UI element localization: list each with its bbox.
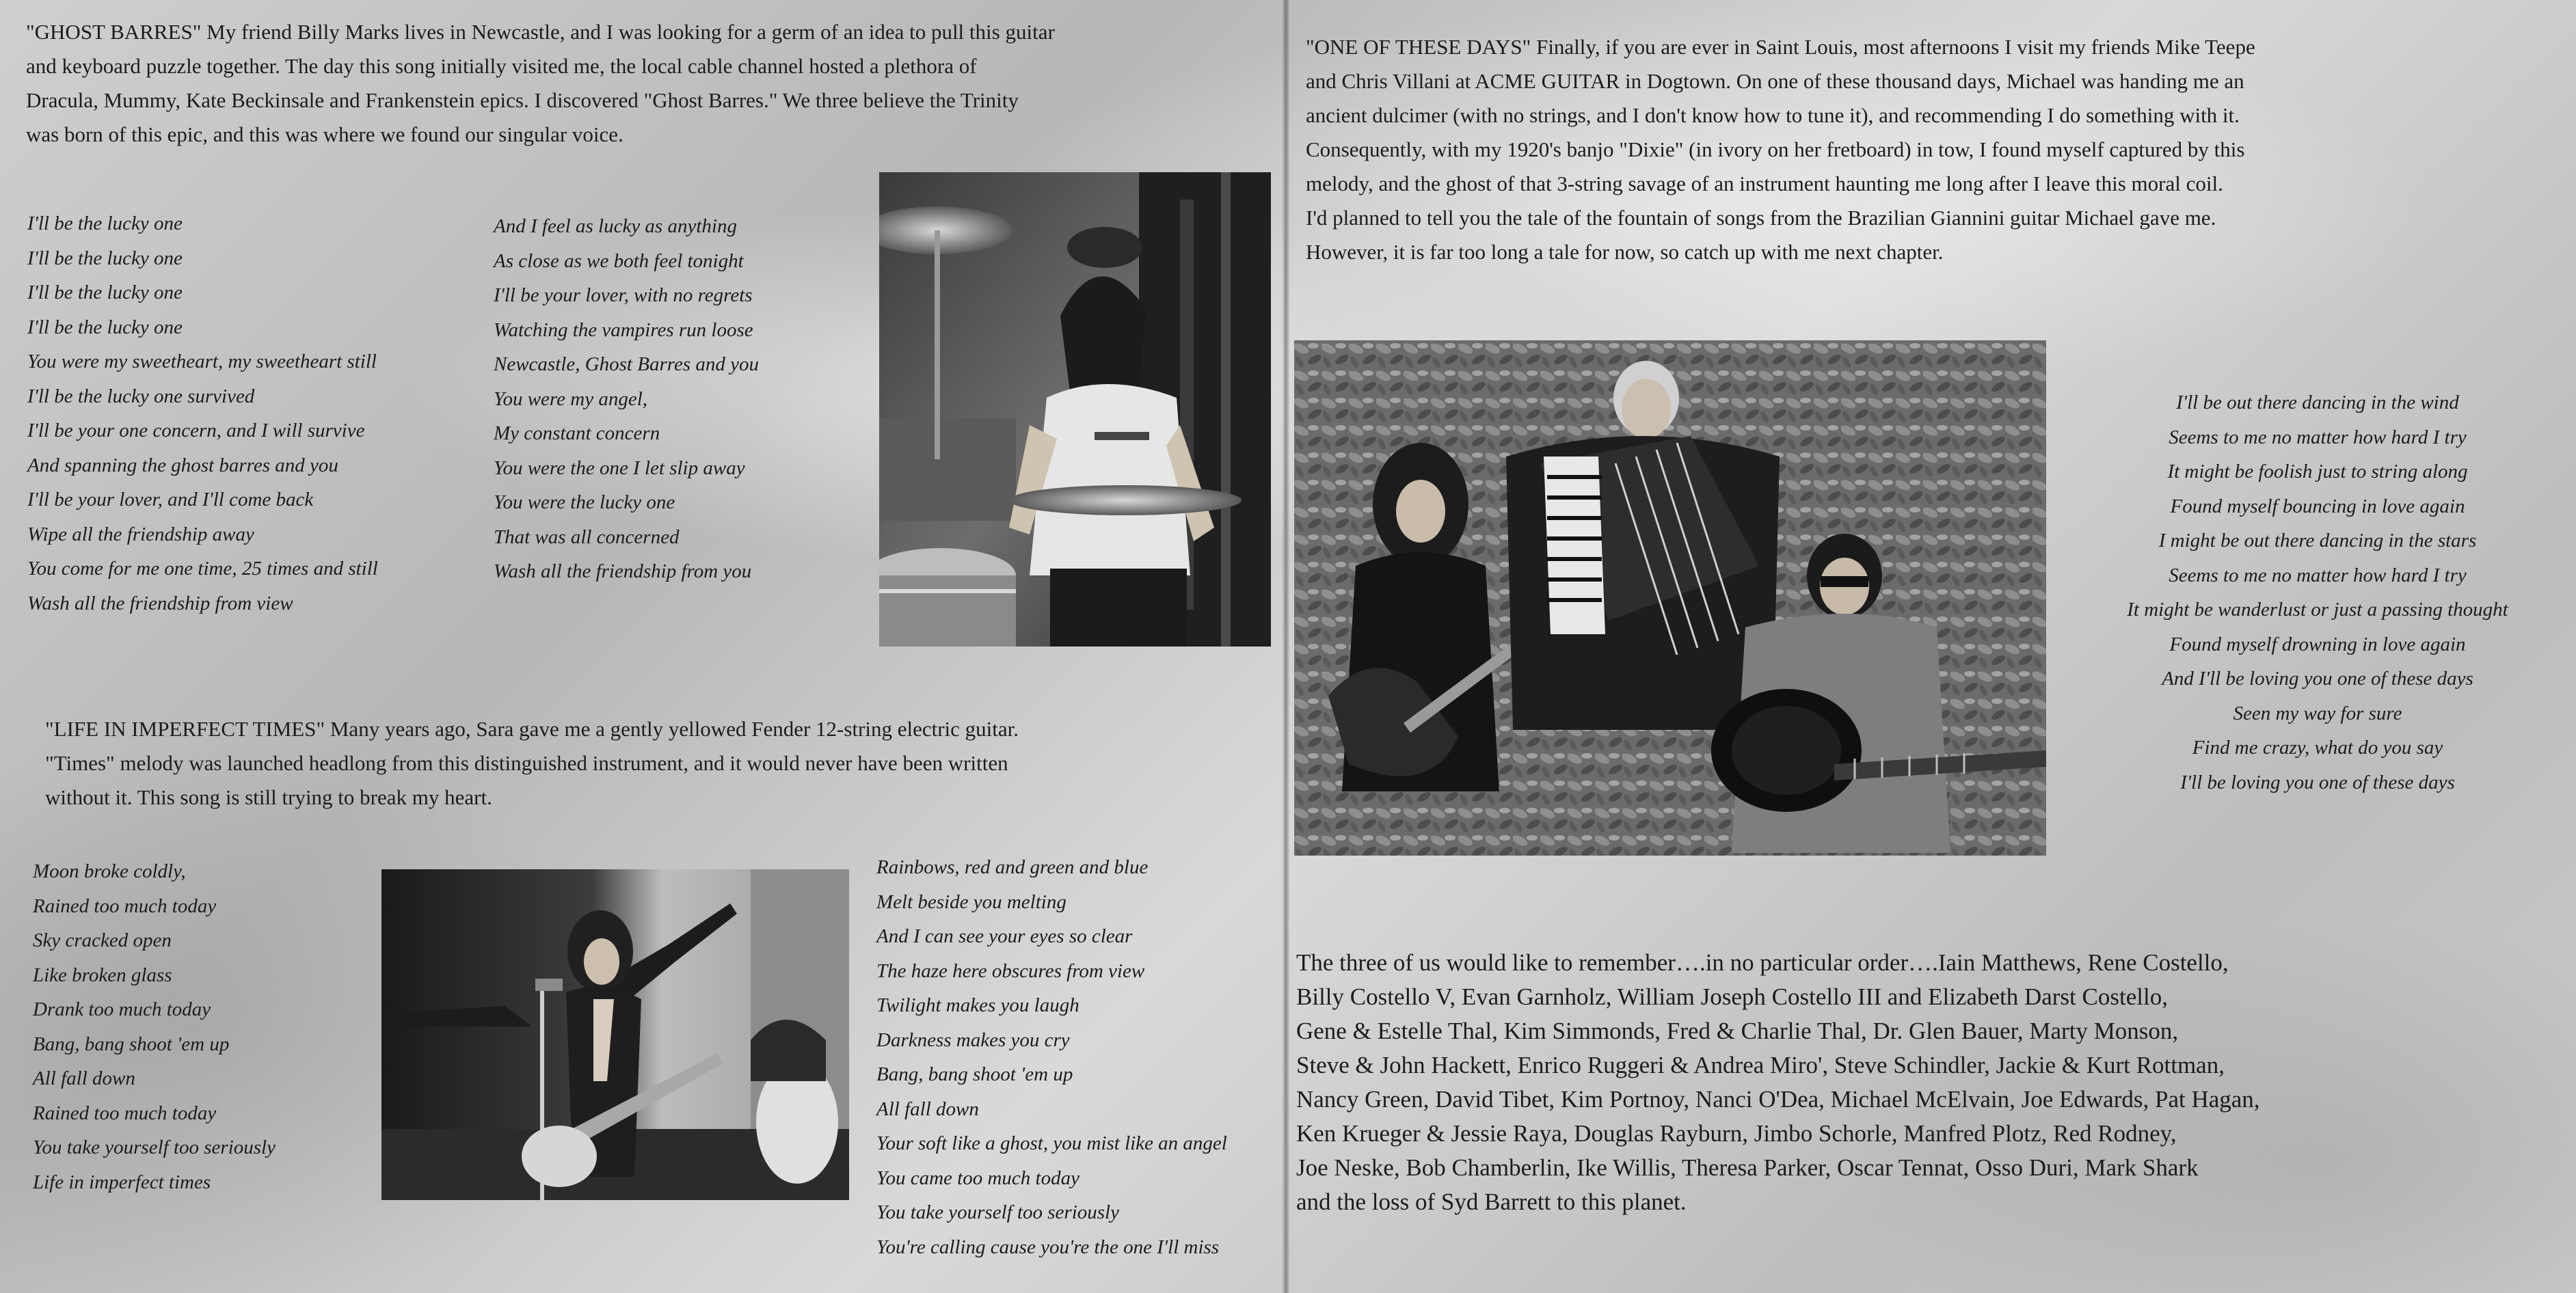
- lyric-line: You take yourself too seriously: [876, 1201, 1119, 1223]
- lyric-line: Darkness makes you cry: [876, 1029, 1070, 1051]
- paragraph-line: I'd planned to tell you the tale of the fountain of songs from the Brazilian Giannini guitar Michael gave me.: [1306, 206, 2216, 230]
- imperfect-times-lyrics-right: [876, 850, 1227, 1264]
- lyric-line: All fall down: [33, 1067, 135, 1089]
- lyric-line: It might be wanderlust or just a passing thought: [2127, 599, 2508, 621]
- lyric-line: You take yourself too seriously: [33, 1137, 276, 1158]
- lyric-line: Rainbows, red and green and blue: [876, 856, 1149, 878]
- photo-drummer: [879, 172, 1271, 646]
- lyric-line: Sky cracked open: [33, 929, 172, 951]
- lyric-line: Drank too much today: [33, 998, 211, 1020]
- paragraph-line: "Times" melody was launched headlong from this distinguished instrument, and it would never have been written: [45, 751, 1008, 775]
- paragraph-line: "ONE OF THESE DAYS" Finally, if you are ever in Saint Louis, most afternoons I visit my friends Mike Teepe: [1306, 35, 2255, 59]
- lyric-line: I'll be the lucky one: [27, 213, 183, 234]
- these-days-lyrics: [2065, 385, 2571, 800]
- page-fold: [1283, 0, 1289, 1293]
- lyric-line: Watching the vampires run loose: [494, 318, 753, 341]
- lyric-line: That was all concerned: [494, 526, 680, 548]
- remembrance-line: The three of us would like to remember….in no particular order….Iain Matthews, Rene Costello,: [1296, 949, 2229, 976]
- paragraph-line: Dracula, Mummy, Kate Beckinsale and Frankenstein epics. I discovered "Ghost Barres." We three believe the Trinity: [26, 88, 1019, 112]
- ghost-barres-paragraph: [26, 15, 1257, 152]
- lyric-line: You were the one I let slip away: [494, 457, 745, 479]
- lyric-line: Melt beside you melting: [876, 890, 1066, 913]
- lyric-line: Seems to me no matter how hard I try: [2169, 426, 2467, 448]
- remembrance-line: Ken Krueger & Jessie Raya, Douglas Rayburn, Jimbo Schorle, Manfred Plotz, Red Rodney,: [1296, 1120, 2177, 1147]
- lyric-line: I'll be the lucky one: [27, 282, 183, 303]
- lyric-line: Like broken glass: [33, 964, 172, 986]
- lyric-line: I'll be your one concern, and I will survive: [27, 420, 365, 441]
- paragraph-line: ancient dulcimer (with no strings, and I don't know how to tune it), and recommending I do something with it.: [1306, 103, 2240, 127]
- lyric-line: It might be foolish just to string along: [2167, 461, 2468, 482]
- lyric-line: Your soft like a ghost, you mist like an angel: [876, 1132, 1227, 1154]
- lyric-line: I'll be the lucky one: [27, 316, 183, 338]
- lyric-line: Rained too much today: [33, 895, 217, 917]
- lyric-line: I'll be loving you one of these days: [2180, 771, 2455, 793]
- lyric-line: Found myself drowning in love again: [2169, 633, 2466, 655]
- paragraph-line: Consequently, with my 1920's banjo "Dixie" (in ivory on her fretboard) in tow, I found myself captured by this: [1306, 137, 2245, 161]
- lyric-line: Newcastle, Ghost Barres and you: [494, 353, 759, 375]
- lyric-line: You were my sweetheart, my sweetheart still: [27, 351, 377, 372]
- lyric-line: Bang, bang shoot 'em up: [876, 1063, 1073, 1085]
- paragraph-line: "GHOST BARRES" My friend Billy Marks lives in Newcastle, and I was looking for a germ of an idea to pull this guitar: [26, 20, 1055, 44]
- paragraph-line: However, it is far too long a tale for now, so catch up with me next chapter.: [1306, 240, 1944, 264]
- lyric-line: Find me crazy, what do you say: [2192, 737, 2443, 759]
- lyric-line: You came too much today: [876, 1167, 1079, 1189]
- imperfect-times-paragraph: [45, 712, 1262, 815]
- photo-trio: [1294, 340, 2046, 856]
- remembrance-line: Steve & John Hackett, Enrico Ruggeri & Andrea Miro', Steve Schindler, Jackie & Kurt Rottman,: [1296, 1052, 2225, 1078]
- lyric-line: You were my angel,: [494, 387, 648, 410]
- lyric-line: I'll be out there dancing in the wind: [2176, 392, 2459, 413]
- lyric-line: And I feel as lucky as anything: [494, 215, 737, 237]
- lyric-line: You come for me one time, 25 times and still: [27, 558, 378, 580]
- lyric-line: My constant concern: [494, 422, 660, 444]
- paragraph-line: and Chris Villani at ACME GUITAR in Dogtown. On one of these thousand days, Michael was handing me an: [1306, 69, 2244, 93]
- lyric-line: Wash all the friendship from you: [494, 560, 752, 582]
- lyric-line: I'll be your lover, and I'll come back: [27, 489, 314, 511]
- paragraph-line: melody, and the ghost of that 3-string savage of an instrument haunting me long after I leave this moral coil.: [1306, 172, 2223, 195]
- lyric-line: Found myself bouncing in love again: [2170, 495, 2465, 517]
- lyric-line: Wipe all the friendship away: [27, 523, 254, 545]
- photo-guitarist: [381, 869, 849, 1200]
- lyric-line: Seems to me no matter how hard I try: [2169, 564, 2467, 586]
- lyric-line: Bang, bang shoot 'em up: [33, 1033, 230, 1055]
- paragraph-line: "LIFE IN IMPERFECT TIMES" Many years ago, Sara gave me a gently yellowed Fender 12-string electric guitar.: [45, 717, 1019, 741]
- lyric-line: And I can see your eyes so clear: [876, 925, 1133, 947]
- lyric-line: And I'll be loving you one of these days: [2162, 668, 2473, 690]
- remembrance-line: Nancy Green, David Tibet, Kim Portnoy, Nanci O'Dea, Michael McElvain, Joe Edwards, Pat Hagan,: [1296, 1086, 2260, 1113]
- lyric-line: Seen my way for sure: [2233, 702, 2402, 724]
- lyric-line: I might be out there dancing in the stars: [2158, 530, 2477, 552]
- lyric-line: You're calling cause you're the one I'll miss: [876, 1236, 1220, 1258]
- lyric-line: Wash all the friendship from view: [27, 592, 293, 614]
- paragraph-line: without it. This song is still trying to break my heart.: [45, 785, 492, 809]
- lyric-line: I'll be the lucky one: [27, 247, 183, 269]
- remembrance-line: Billy Costello V, Evan Garnholz, William Joseph Costello III and Elizabeth Darst Costello,: [1296, 983, 2168, 1010]
- paragraph-line: was born of this epic, and this was where we found our singular voice.: [26, 122, 623, 146]
- lyric-line: As close as we both feel tonight: [494, 249, 744, 272]
- lyric-line: And spanning the ghost barres and you: [27, 454, 338, 476]
- lyric-line: All fall down: [876, 1098, 979, 1120]
- lyric-line: You were the lucky one: [494, 491, 675, 513]
- paragraph-line: and keyboard puzzle together. The day this song initially visited me, the local cable channel hosted a plethora of: [26, 54, 977, 78]
- remembrance-list: [1296, 946, 2561, 1219]
- these-days-paragraph: [1306, 30, 2536, 269]
- remembrance-line: and the loss of Syd Barrett to this planet.: [1296, 1188, 1687, 1215]
- imperfect-times-lyrics-left: [33, 854, 276, 1199]
- lyric-line: I'll be the lucky one survived: [27, 385, 255, 407]
- remembrance-line: Joe Neske, Bob Chamberlin, Ike Willis, Theresa Parker, Oscar Tennat, Osso Duri, Mark Shark: [1296, 1154, 2199, 1181]
- lyric-line: Twilight makes you laugh: [876, 994, 1079, 1016]
- lyric-line: Moon broke coldly,: [33, 860, 186, 882]
- lyric-line: The haze here obscures from view: [876, 959, 1145, 982]
- lyric-line: Rained too much today: [33, 1102, 217, 1124]
- lyric-line: Life in imperfect times: [33, 1171, 211, 1193]
- lyric-line: I'll be your lover, with no regrets: [494, 284, 753, 306]
- ghost-barres-lyrics-right: [494, 209, 759, 589]
- remembrance-line: Gene & Estelle Thal, Kim Simmonds, Fred & Charlie Thal, Dr. Glen Bauer, Marty Monson,: [1296, 1018, 2179, 1044]
- ghost-barres-lyrics-left: [27, 206, 378, 621]
